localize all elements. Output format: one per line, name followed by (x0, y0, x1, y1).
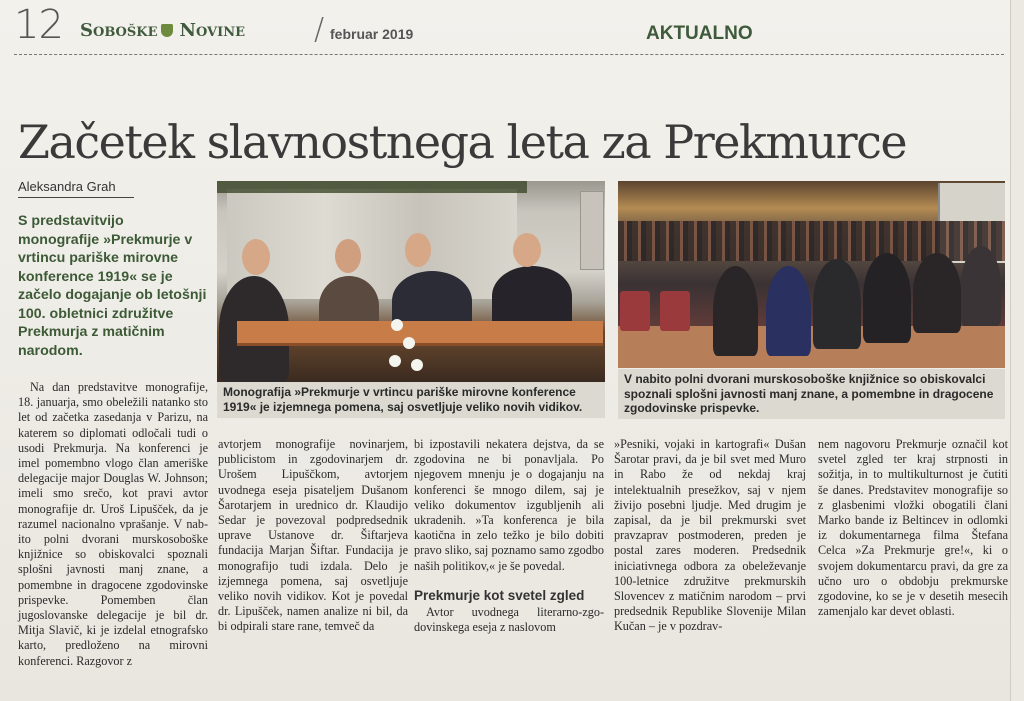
text-column-1 (18, 380, 208, 669)
photo-crowd (618, 221, 1005, 261)
paragraph: Na dan predstavitve monografije, 18. januarja, smo obeležili natanko sto let od začetka zasedanja v Parizu, na katerem so diplomati odločali tudi o usodi Prekmurja. Na konferenci je imel pomembno vlogo član ameriške delegacije major Douglas W. Johnson; imeli smo srečo, kot pravi avtor monografije dr. Uroš Lipušček, da je razumel nacionalno vprašanje. V nabito polni dvorani murskosoboške knjižnice so obiskovalci spoznali splošni javnosti manj znane, a pomembne in dragocene zgodovinske prispevke. Pomemben član jugoslovanske delegacije je bil dr. Mitja Slavič, ki je izdelal etnografsko karto, predloženo na mirovni konferenci. Razgovor z (18, 380, 208, 668)
photo-person (813, 259, 861, 349)
publication-name (80, 20, 245, 41)
coat-of-arms-icon (161, 24, 173, 37)
article-lead: S predstavitvijo monografije »Prekmurje v vrtincu pariške mirovne konference 1919« se je začelo dogajanje ob letošnji 100. obletnici združitve Prekmurja z matičnim narodom. (18, 213, 207, 359)
paragraph: »Pesniki, vojaki in kartografi« Dušan Šarotar pravi, da je bil svet med Muro in Rabo že od nekdaj kraj intelektualnih presežkov, saj v njem živijo posebni ljudje. Med drugim je zapisal, da je bil prekmurski svet pravzaprav postmoderen, preden je postal zares moderen. Predsednik iniciativnega odbora za obeleževanje 100-letnice združitve prekmurskih Slovencev z matičnim narodom – prvi predsednik Republike Slovenije Milan Kučan – je v pozdrav- (614, 437, 806, 634)
text-column-4 (614, 437, 806, 635)
masthead-separator: / (314, 12, 325, 47)
text-column-3 (414, 437, 604, 635)
photo-chair (660, 291, 690, 331)
article-subheading: Prekmurje kot svetel zgled (414, 587, 585, 603)
photo-person (961, 246, 1001, 326)
photo-person (492, 266, 572, 326)
paragraph: avtorjem monografije novinarjem, publicistom in zgodovinarjem dr. Urošem Lipuščkom, avtorjem uvodnega eseja pisateljem Dušanom Šarotarjem in urednico dr. Klaudijo Sedar je povezoval podpredsednik uprave Ustanove dr. Šiftarjeva fundacija Marjan Šiftar. Fundacija je monografijo tudi izdala. Delo je izjemnega pomena, saj osvetljuje veliko novih vidikov. Kot je povedal dr. Lipušček, namen analize ni bil, da bi odpirali stare rane, temveč da (218, 437, 408, 634)
photo-panel-discussion (217, 181, 605, 382)
photo-person-head (405, 233, 431, 267)
text-column-2 (218, 437, 408, 635)
author-byline: Aleksandra Grah (18, 179, 116, 194)
section-label: AKTUALNO (646, 23, 753, 44)
photo-portrait (580, 191, 604, 270)
photo-chair (620, 291, 650, 331)
photo-person-head (335, 239, 361, 273)
paragraph: bi izpostavili nekatera dejstva, da se zgodovina ne bi ponavljala. Po njegovem mnenju je o dogajanju na konferenci še mnogo dilem, saj je veliko dokumentov izgubljenih ali ukradenih. »Ta konferenca je bila kaotična in zelo težko je bilo dobiti pravo sliko, saj poznamo samo zgodbo naših politikov,« je še povedal. (414, 437, 604, 573)
text-column-5 (818, 437, 1008, 619)
photo-flowers (389, 319, 429, 382)
photo-audience (618, 181, 1005, 368)
photo-person-head (513, 233, 541, 267)
paragraph: nem nagovoru Prekmurje označil kot svetel zgled ter kraj strpnosti in sožitja, in to multikulturnost je čutiti še danes. Predstavitev monografije so z glasbenimi vložki obogatili člani Marko bande iz Beltincev in odlomki iz dokumentarnega filma Štefana Celca »Za Prekmurje gre!«, ki o svojem dokumentarcu pravi, da gre za učno uro o obdobju prekmurske zgodovine, ko se je v desetih mesecih zamenjalo kar devet oblasti. (818, 437, 1008, 619)
issue-date: februar 2019 (330, 26, 414, 42)
publication-name-part1: Soboške (80, 20, 158, 41)
article-headline: Začetek slavnostnega leta za Prekmurce (18, 114, 907, 169)
publication-name-part2: Novine (179, 20, 245, 41)
photo-person (863, 253, 911, 343)
page-number: 12 (14, 2, 63, 48)
photo-caption: Monografija »Prekmurje v vrtincu pariške mirovne konference 1919« je izjemnega pomena, saj osvetljuje veliko novih vidikov. (217, 382, 605, 418)
author-divider (18, 197, 134, 198)
photo-person (913, 253, 961, 333)
photo-person (766, 266, 811, 356)
photo-person-head (242, 239, 270, 275)
masthead (14, 2, 1004, 48)
paragraph: Avtor uvodnega literarno-zgodovinskega eseja z naslovom (414, 605, 604, 635)
photo-person (713, 266, 758, 356)
masthead-divider (14, 54, 1004, 55)
photo-caption: V nabito polni dvorani murskosoboške knjižnice so obiskovalci spoznali splošni javnosti manj znane, a pomembne in dragocene zgodovinske prispevke. (618, 369, 1005, 419)
photo-garland (217, 181, 527, 193)
